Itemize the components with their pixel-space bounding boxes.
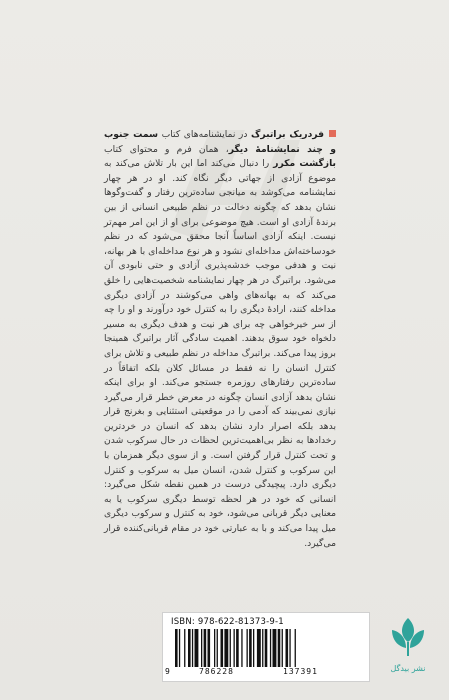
author-name: فردریک براتبرگ <box>250 129 325 140</box>
lead-connector-1: در نمایشنامه‌های کتاب <box>158 129 251 140</box>
leaf-logo-icon <box>382 612 434 664</box>
publisher-name: نشر بیدگل <box>390 664 426 673</box>
description-body: را دنبال می‌کند اما این بار تلاش می‌کند به موضوع آزادی از جهاتی دیگر نگاه کند. او در هر چهار نمایشنامه می‌کوشد به میانجی ساده‌ترین رفتار و گفت‌وگوها نشان بدهد که چگونه دخالت در نظم طبیعی انسانی از بین برندهٔ آزادی او است. هیچ موضوعی برای او از این امر مهم‌تر نیست. اینکه آزادی اساساً آنجا محقق می‌شود که در نظم خودساخته‌اش مداخله‌ای نشود و هر نوع مداخله‌ای با هر بهانه، نیت و هدفی موجب خدشه‌پذیری آزادی و حتی نابودی آن می‌شود. براتبرگ در هر چهار نمایشنامه شخصیت‌هایی را خلق می‌کند که به بهانه‌های واهی می‌کوشند در آزادی دیگری مداخله کنند، ارادهٔ دیگری را به کنترل خود درآورند و او را چه از سر خیرخواهی چه برای هر نیت و هدف دیگری به مسیر دلخواه خود سوق بدهند. اهمیت سادگی آثار براتبرگ همینجا بروز پیدا می‌کند. براتبرگ مداخله در نظم طبیعی و تلاش برای کنترل انسان را نه فقط در مسائل کلان بلکه اتفاقاً در ساده‌ترین رفتارهای روزمره جستجو می‌کند. او برای اینکه نشان بدهد آزادی انسان چگونه در معرض خطر قرار می‌گیرد نیازی نمی‌بیند که آدمی را در موقعیتی استثنایی و بغرنج قرار بدهد بلکه اصرار دارد نشان بدهد که انسان در خردترین رخدادها به نظر بی‌اهمیت‌ترین لحظات در حال سرکوب شدن و تحت کنترل قرار گرفتن است. و از سوی دیگر همزمان با این سرکوب و کنترل شدن، انسان میل به سرکوب و کنترل دیگری دارد. پیچیدگی درست در همین نقطه شکل می‌گیرد: انسانی که خود در هر لحظه توسط دیگری سرکوب یا به معنایی دیگر قربانی می‌شود، خود به کنترل و سرکوب دیگری میل پیدا می‌کند و با به عبارتی خود در مقام قربانی‌کننده قرار می‌گیرد. <box>104 158 336 549</box>
lead-connector-2: ، همان فرم و محتوای کتاب <box>104 143 229 155</box>
isbn-label: ISBN: 978-622-81373-9-1 <box>171 617 284 627</box>
description-text <box>104 128 336 551</box>
barcode-digits-left: 786228 <box>199 667 234 676</box>
barcode-digit-prefix: 9 <box>165 667 171 676</box>
barcode-digits-right: 137391 <box>283 667 318 676</box>
barcode-icon <box>175 629 361 667</box>
book-title: سمت جنوب و چند نمایشنامهٔ دیگر <box>104 129 336 155</box>
publisher-logo <box>382 612 434 684</box>
barcode-panel <box>162 612 370 682</box>
previous-book-title: بازگشت مکرر <box>273 158 336 170</box>
bullet-marker <box>329 130 336 137</box>
